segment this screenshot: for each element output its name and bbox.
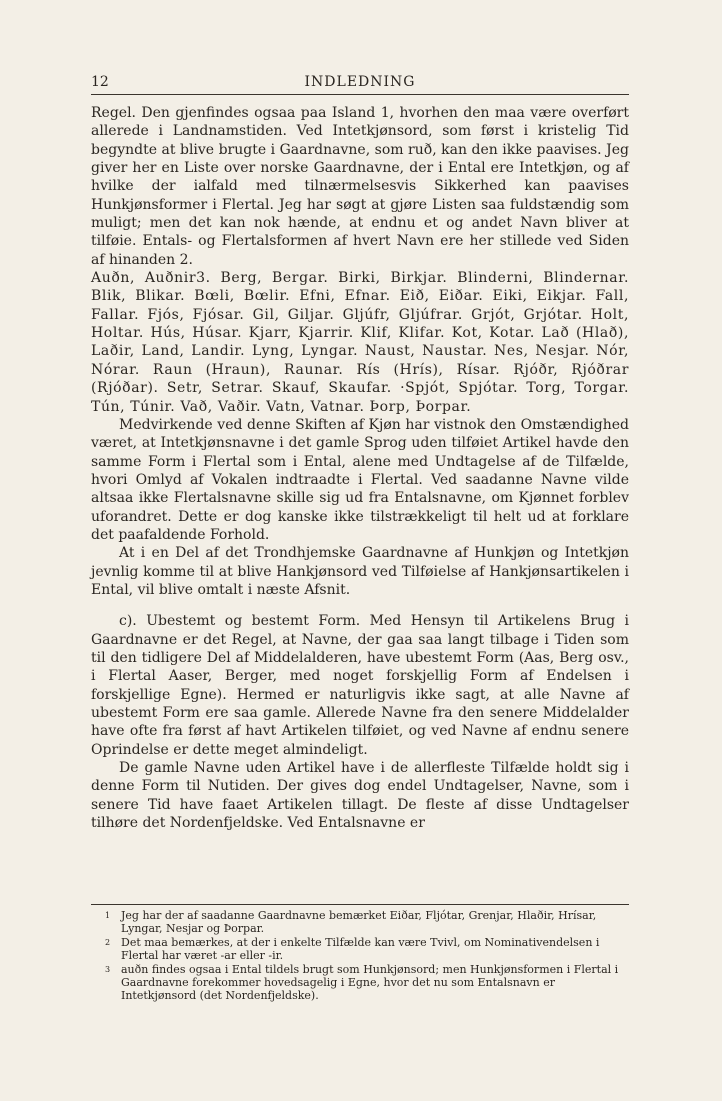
footnote-number: 1: [105, 911, 111, 920]
paragraph-old-names: De gamle Navne uden Artikel have i de allerfleste Tilfælde holdt sig i denne Form til Nutiden. Der gives dog endel Undtagelser, Navne, som i senere Tid have faaet Artikelen tillagt. De fleste af disse Undtagelser tilhøre det Nordenfjeldske. Ved Entalsnavne er: [91, 760, 629, 832]
footnote: [91, 910, 629, 935]
running-title: INDLEDNING: [304, 74, 416, 90]
page-number: 12: [91, 74, 109, 90]
footnote-text: auðn findes ogsaa i Ental tildels brugt som Hunkjønsord; men Hunkjønsformen i Flertal i Gaardnavne forekommer hovedsagelig i Egne, hvor det nu som Entalsnavn er Intetkjønsord (det Nordenfjeldske).: [121, 963, 619, 1002]
footnote-text: Det maa bemærkes, at der i enkelte Tilfælde kan være Tvivl, om Nominativendelsen i Flertal har været -ar eller -ir.: [121, 936, 600, 962]
footnote-number: 3: [105, 965, 111, 975]
paragraph-section-c: c). Ubestemt og bestemt Form. Med Hensyn til Artikelens Brug i Gaardnavne er det Regel, at Navne, der gaa saa langt tilbage i Tiden som til den tidligere Del af Middelalderen, have ubestemt Form (Aas, Berg osv., i Flertal Aaser, Berger, med noget forskjellig Form af Endelsen i forskjellige Egne). Hermed er naturligvis ikke sagt, at alle Navne af ubestemt Form ere saa gamle. Allerede Navne fra den senere Middelalder have ofte fra først af havt Artikelen tilføiet, og ved Navne af endnu senere Oprindelse er dette meget almindeligt.: [91, 613, 629, 758]
paragraph-gender-shift: Medvirkende ved denne Skiften af Kjøn har vistnok den Omstændighed været, at Intetkjønsnavne i det gamle Sprog uden tilføiet Artikel havde den samme Form i Flertal som i Ental, alene med Undtagelse af de Tilfælde, hvori Omlyd af Vokalen indtraadte i Flertal. Ved saadanne Navne vilde altsaa ikke Flertalsnavne skille sig ud fra Entalsnavne, om Kjønnet forblev uforandret. Dette er dog kanske ikke tilstrækkeligt til helt ud at forklare det paafaldende Forhold.: [91, 416, 629, 543]
paragraph-intro: Regel. Den gjenfindes ogsaa paa Island 1, hvorhen den maa være overført allerede i Landnamstiden. Ved Intetkjønsord, som først i kristelig Tid begyndte at blive brugte i Gaardnavne, som ruð, kan den ikke paavises. Jeg giver her en Liste over norske Gaardnavne, der i Ental ere Intetkjøn, og af hvilke der ialfald med tilnærmelsesvis Sikkerhed kan paavises Hunkjønsformer i Flertal. Jeg har søgt at gjøre Listen saa fuldstændig som muligt; men det kan nok hænde, at endnu et og andet Navn bliver at tilføie. Entals- og Flertalsformen af hvert Navn ere her stillede ved Siden af hinanden 2.: [91, 105, 629, 268]
footnote: [91, 964, 629, 1002]
body-text: [91, 104, 629, 832]
footnote: [91, 937, 629, 962]
paragraph-trondhjem: At i en Del af det Trondhjemske Gaardnavne af Hunkjøn og Intetkjøn jevnlig komme til at blive Hankjønsord ved Tilføielse af Hankjønsartikelen i Ental, vil blive omtalt i næste Afsnit.: [91, 545, 629, 598]
footnote-text: Jeg har der af saadanne Gaardnavne bemærket Eiðar, Fljótar, Grenjar, Hlaðir, Hrísar, Lyngar, Nesjar og Þorpar.: [121, 909, 597, 935]
paragraph-name-list: Auðn, Auðnir3. Berg, Bergar. Birki, Birkjar. Blinderni, Blindernar. Blik, Blikar. Bœli, Bœlir. Efni, Efnar. Eið, Eiðar. Eiki, Eikjar. Fall, Fallar. Fjós, Fjósar. Gil, Giljar. Gljúfr, Gljúfrar. Grjót, Grjótar. Holt, Holtar. Hús, Húsar. Kjarr, Kjarrir. Klif, Klifar. Kot, Kotar. Lað (Hlað), Laðir, Land, Landir. Lyng, Lyngar. Naust, Naustar. Nes, Nesjar. Nór, Nórar. Raun (Hraun), Raunar. Rís (Hrís), Rísar. Rjóðr, Rjóðrar (Rjóðar). Setr, Setrar. Skauf, Skaufar. ·Spjót, Spjótar. Torg, Torgar. Tún, Túnir. Vað, Vaðir. Vatn, Vatnar. Þorp, Þorpar.: [91, 270, 629, 415]
footnote-number: 2: [105, 938, 111, 948]
footnotes: [91, 904, 629, 1004]
running-header: [91, 72, 629, 95]
